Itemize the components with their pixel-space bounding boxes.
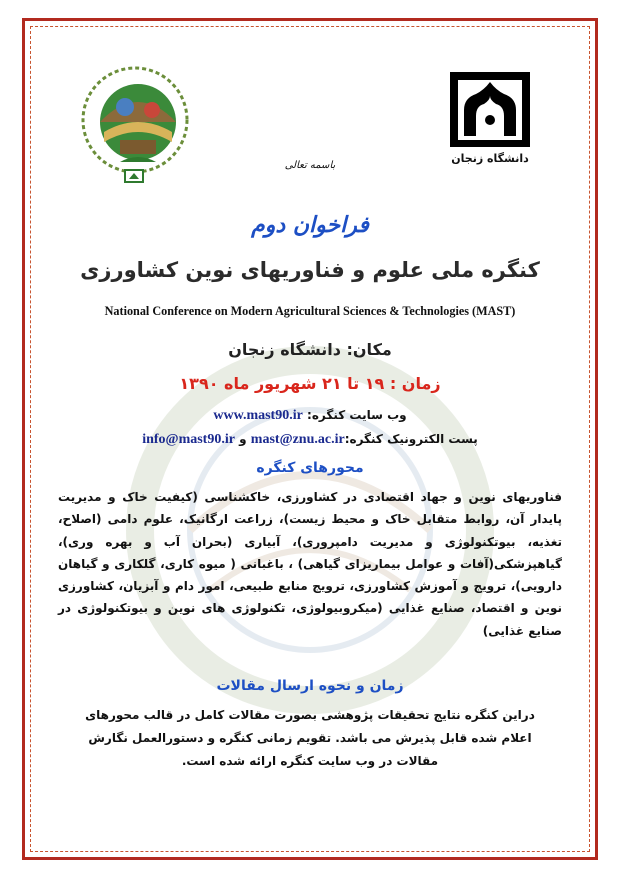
submission-heading: زمان و نحوه ارسال مقالات: [216, 678, 404, 694]
email-conjunction: و: [239, 432, 247, 446]
conference-logo-icon: [80, 62, 190, 187]
call-heading: فراخوان دوم: [251, 212, 369, 238]
email-link-primary[interactable]: mast@znu.ac.ir: [250, 432, 345, 447]
time-line: زمان : ۱۹ تا ۲۱ شهریور ماه ۱۳۹۰: [179, 374, 441, 393]
website-label: وب سایت کنگره:: [307, 408, 407, 422]
email-link-secondary[interactable]: info@mast90.ir: [142, 432, 235, 447]
website-link[interactable]: www.mast90.ir: [213, 408, 303, 423]
website-line: [40, 408, 580, 424]
email-line: [40, 432, 580, 448]
topics-paragraph: فناوریهای نوین و جهاد اقتصادی در کشاورزی، خاکشناسی (کیفیت خاک و مدیریت پایدار آن، روابط متقابل خاک و محیط زیست)، زراعت ارگانیک، علوم دامی (اصلاح، تغذیه، بیوتکنولوژی و مدیریت دامپروری)، آبیاری (بحران آب و بهره وری)، گیاهپزشکی(آفات و عوامل بیماریزای گیاهی) ، باغبانی ( میوه کاری، گلکاری و گیاهان دارویی)، ترویج و آموزش کشاورزی، ترویج منابع طبیعی، امور دام و آبزیان، کشاورزی نوین و اقتصاد، صنایع غذایی (میکروبیولوژی، تکنولوژی های نوین و بیوتکنولوژی در صنایع غذایی): [58, 490, 562, 638]
basmala: باسمه تعالی: [284, 160, 336, 171]
topics-heading: محورهای کنگره: [256, 460, 364, 476]
venue-line: مکان: دانشگاه زنجان: [228, 340, 392, 359]
email-label: پست الکترونیک کنگره:: [344, 432, 478, 446]
university-label: دانشگاه زنجان: [451, 152, 529, 165]
conference-title-en: National Conference on Modern Agricultural Sciences & Technologies (MAST): [104, 304, 516, 318]
submission-paragraph: دراین کنگره نتایج تحقیقات پژوهشی بصورت مقالات کامل در قالب محورهای اعلام شده قابل پذیرش می باشد. تقویم زمانی کنگره و دستورالعمل نگارش مقالات در وب سایت کنگره ارائه شده است.: [85, 708, 535, 768]
conference-title-fa: کنگره ملی علوم و فناوریهای نوین کشاورزی: [80, 258, 540, 282]
